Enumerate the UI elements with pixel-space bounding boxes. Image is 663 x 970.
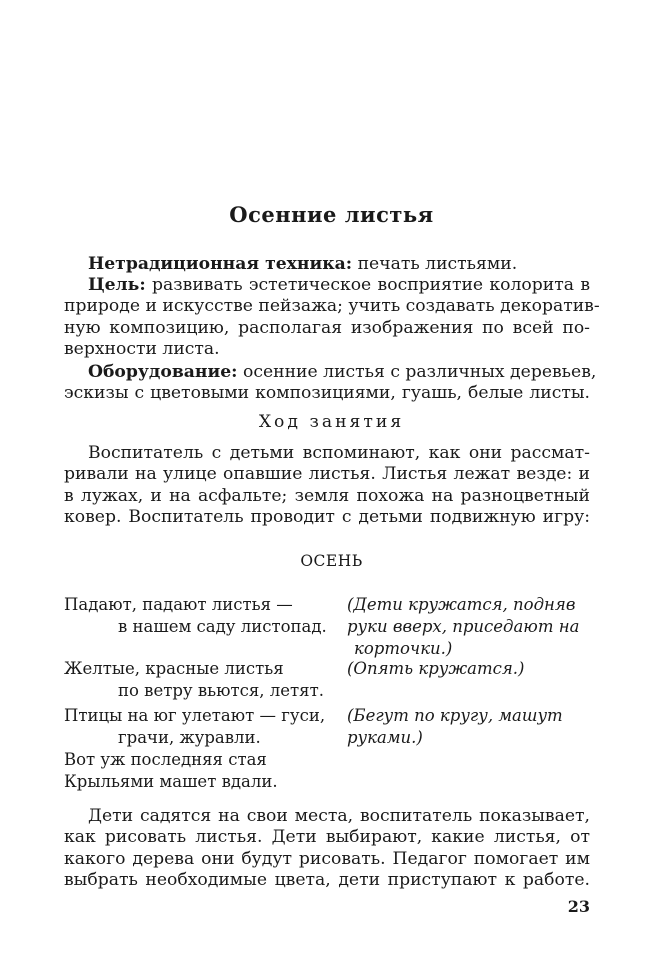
poem-line: грачи, журавли. <box>118 728 261 747</box>
stage-direction: (Дети кружатся, подняв <box>347 595 576 614</box>
intro-line: в лужах, и на асфальте; земля похожа на разноцветный <box>64 485 590 506</box>
stage-direction: руками.) <box>347 728 423 747</box>
goal-line: ную композицию, располагая изображения по всей по- <box>64 317 590 338</box>
closing-line: выбрать необходимые цвета, дети приступают к работе. <box>64 870 590 891</box>
goal-line: верхности листа. <box>64 339 220 360</box>
lesson-heading: Ход занятия <box>258 412 405 432</box>
goal-label: Цель: <box>88 275 146 295</box>
equipment-paragraph <box>64 362 597 405</box>
closing-paragraph <box>64 806 590 892</box>
poem-line: Крыльями машет вдали. <box>64 772 278 791</box>
page-title: Осенние листья <box>229 202 434 227</box>
poem-line: Падают, падают листья — <box>64 595 293 614</box>
poem-line: по ветру вьются, летят. <box>118 681 324 700</box>
intro-paragraph <box>64 443 590 529</box>
technique-label: Нетрадиционная техника: <box>88 254 353 274</box>
page-number: 23 <box>567 897 590 916</box>
stage-direction: руки вверх, приседают на <box>347 617 580 636</box>
intro-line: ривали на улице опавшие листья. Листья лежат везде: и <box>64 464 590 485</box>
closing-line: как рисовать листья. Дети выбирают, какие листья, от <box>64 827 590 848</box>
goal-paragraph <box>64 275 600 361</box>
closing-line: Дети садятся на свои места, воспитатель показывает, <box>88 806 590 826</box>
equipment-label: Оборудование: <box>88 362 238 382</box>
poem-line: в нашем саду листопад. <box>118 617 327 636</box>
technique-text: печать листьями. <box>357 254 518 274</box>
stage-direction: корточки.) <box>354 639 453 658</box>
goal-line: развивать эстетическое восприятие колорита в <box>152 275 590 295</box>
goal-line: природе и искусстве пейзажа; учить создавать декоратив- <box>64 296 600 317</box>
poem-line: Вот уж последняя стая <box>64 750 267 769</box>
poem-line: Желтые, красные листья <box>64 659 284 678</box>
poem <box>64 594 604 794</box>
equipment-line: эскизы с цветовыми композициями, гуашь, белые листы. <box>64 383 590 404</box>
intro-line: ковер. Воспитатель проводит с детьми подвижную игру: <box>64 507 590 528</box>
stage-direction: (Опять кружатся.) <box>347 659 525 678</box>
poem-title: ОСЕНЬ <box>300 552 363 570</box>
technique-paragraph <box>88 254 528 275</box>
intro-line: Воспитатель с детьми вспоминают, как они рассмат- <box>88 443 590 463</box>
closing-line: какого дерева они будут рисовать. Педагог помогает им <box>64 848 590 869</box>
poem-line: Птицы на юг улетают — гуси, <box>64 706 326 725</box>
stage-direction: (Бегут по кругу, машут <box>347 706 563 725</box>
equipment-line: осенние листья с различных деревьев, <box>243 362 597 382</box>
